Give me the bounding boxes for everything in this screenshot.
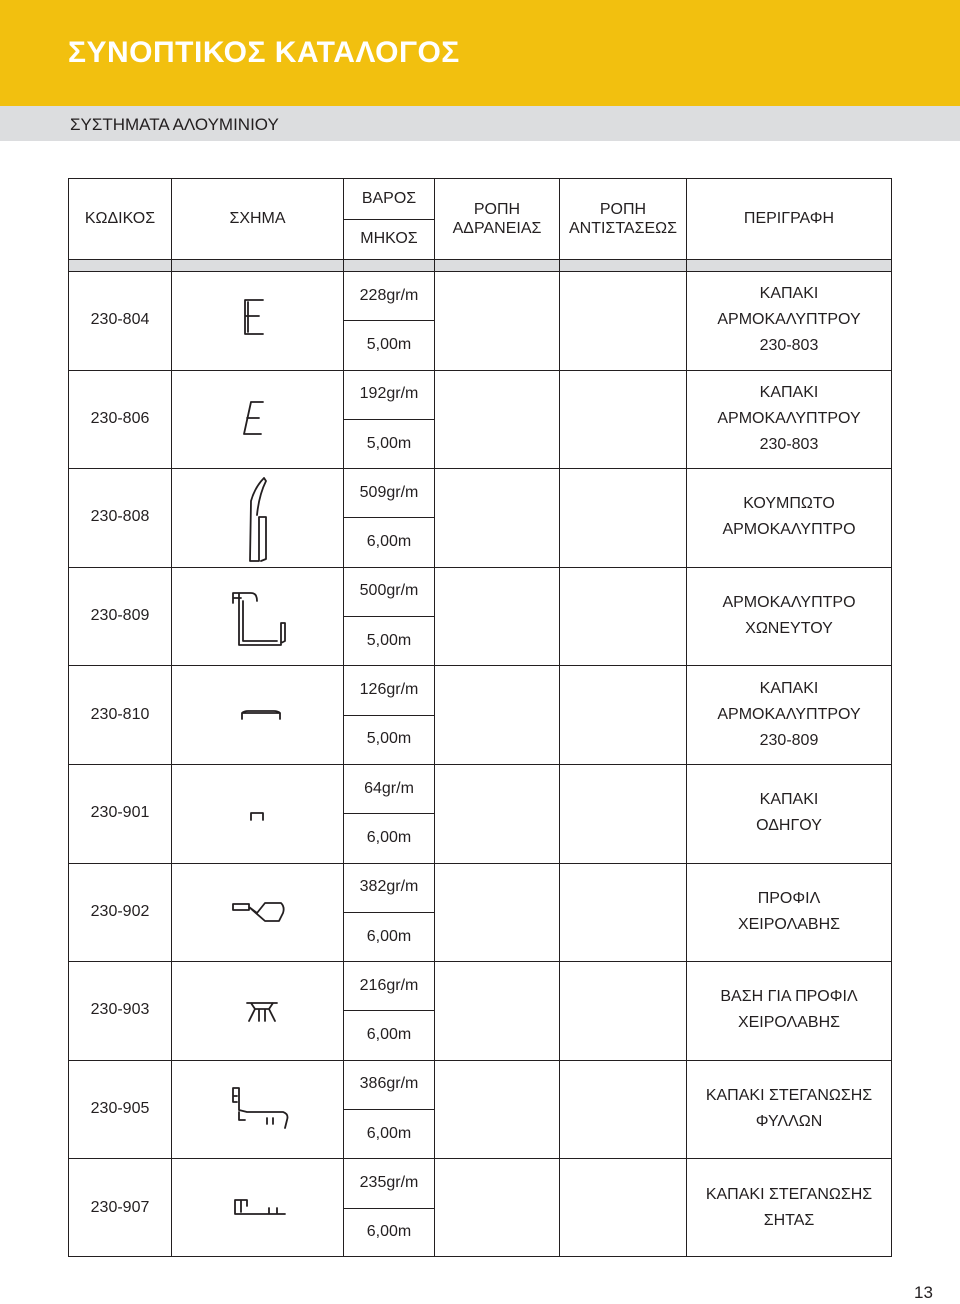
row-code: 230-901 — [90, 804, 150, 822]
row-weight: 235gr/m — [359, 1174, 419, 1192]
row-description: ΚΑΠΑΚΙ ΣΤΕΓΑΝΩΣΗΣ ΣΗΤΑΣ — [705, 1185, 873, 1229]
row-length: 5,00m — [366, 730, 412, 748]
row-description: ΚΑΠΑΚΙ ΑΡΜΟΚΑΛΥΠΤΡΟΥ 230-803 — [717, 285, 861, 355]
weight-length-divider — [343, 616, 435, 617]
header-weight: ΒΑΡΟΣ — [361, 190, 417, 207]
page-number: 13 — [914, 1283, 933, 1302]
row-length: 6,00m — [366, 1223, 412, 1241]
row-code: 230-810 — [90, 705, 150, 723]
table-row — [69, 764, 891, 863]
header-rule — [69, 259, 891, 260]
row-description: ΚΑΠΑΚΙ ΑΡΜΟΚΑΛΥΠΤΡΟΥ 230-803 — [717, 383, 861, 453]
page-title: ΣΥΝΟΠΤΙΚΟΣ ΚΑΤΑΛΟΓΟΣ — [68, 36, 460, 69]
row-description: ΚΑΠΑΚΙ ΑΡΜΟΚΑΛΥΠΤΡΟΥ 230-809 — [717, 679, 861, 749]
header-description: ΠΕΡΙΓΡΑΦΗ — [743, 210, 835, 227]
row-length: 5,00m — [366, 434, 412, 452]
table-row — [69, 961, 891, 1060]
page-subtitle: ΣΥΣΤΗΜΑΤΑ ΑΛΟΥΜΙΝΙΟΥ — [70, 115, 279, 134]
row-code: 230-809 — [90, 607, 150, 625]
table-row — [69, 271, 891, 370]
row-weight: 386gr/m — [359, 1075, 419, 1093]
row-code: 230-907 — [90, 1198, 150, 1216]
row-weight: 192gr/m — [359, 385, 419, 403]
row-weight: 509gr/m — [359, 483, 419, 501]
row-weight: 500gr/m — [359, 582, 419, 600]
row-code: 230-806 — [90, 409, 150, 427]
row-length: 6,00m — [366, 927, 412, 945]
row-description: ΠΡΟΦΙΛ ΧΕΙΡΟΛΑΒΗΣ — [737, 889, 841, 933]
table-row — [69, 370, 891, 469]
row-description: ΚΟΥΜΠΩΤΟ ΑΡΜΟΚΑΛΥΠΤΡΟ — [722, 495, 856, 539]
row-description: ΑΡΜΟΚΑΛΥΠΤΡΟ ΧΩΝΕΥΤΟΥ — [722, 594, 856, 638]
row-weight: 126gr/m — [359, 681, 419, 699]
row-description: ΚΑΠΑΚΙ ΟΔΗΓΟΥ — [756, 791, 822, 835]
row-code: 230-808 — [90, 508, 150, 526]
row-weight: 216gr/m — [359, 976, 419, 994]
header-code: ΚΩΔΙΚΟΣ — [84, 210, 156, 227]
header-weight-divider — [343, 219, 435, 220]
header-separator-strip — [69, 259, 891, 271]
table-row — [69, 567, 891, 666]
weight-length-divider — [343, 320, 435, 321]
header-resistance: ΡΟΠΗ ΑΝΤΙΣΤΑΣΕΩΣ — [568, 201, 677, 237]
row-length: 6,00m — [366, 1026, 412, 1044]
table-row — [69, 1158, 891, 1257]
table-row — [69, 863, 891, 962]
row-length: 5,00m — [366, 335, 412, 353]
row-length: 6,00m — [366, 1124, 412, 1142]
weight-length-divider — [343, 1109, 435, 1110]
weight-length-divider — [343, 419, 435, 420]
row-code: 230-903 — [90, 1001, 150, 1019]
row-weight: 64gr/m — [364, 779, 414, 797]
weight-length-divider — [343, 1010, 435, 1011]
row-length: 5,00m — [366, 631, 412, 649]
row-weight: 228gr/m — [359, 286, 419, 304]
header-shape: ΣΧΗΜΑ — [229, 210, 286, 227]
header-inertia: ΡΟΠΗ ΑΔΡΑΝΕΙΑΣ — [452, 201, 542, 237]
row-code: 230-804 — [90, 311, 150, 329]
row-description: ΚΑΠΑΚΙ ΣΤΕΓΑΝΩΣΗΣ ΦΥΛΛΩΝ — [705, 1087, 873, 1131]
table-row — [69, 468, 891, 567]
row-length: 6,00m — [366, 828, 412, 846]
row-weight: 382gr/m — [359, 878, 419, 896]
row-length: 6,00m — [366, 533, 412, 551]
row-code: 230-905 — [90, 1100, 150, 1118]
weight-length-divider — [343, 715, 435, 716]
weight-length-divider — [343, 912, 435, 913]
catalog-table — [68, 178, 892, 1257]
row-code: 230-902 — [90, 902, 150, 920]
table-row — [69, 665, 891, 764]
header-length: ΜΗΚΟΣ — [360, 230, 418, 247]
weight-length-divider — [343, 517, 435, 518]
weight-length-divider — [343, 813, 435, 814]
table-row — [69, 1060, 891, 1159]
row-description: ΒΑΣΗ ΓΙΑ ΠΡΟΦΙΛ ΧΕΙΡΟΛΑΒΗΣ — [720, 988, 858, 1032]
weight-length-divider — [343, 1208, 435, 1209]
